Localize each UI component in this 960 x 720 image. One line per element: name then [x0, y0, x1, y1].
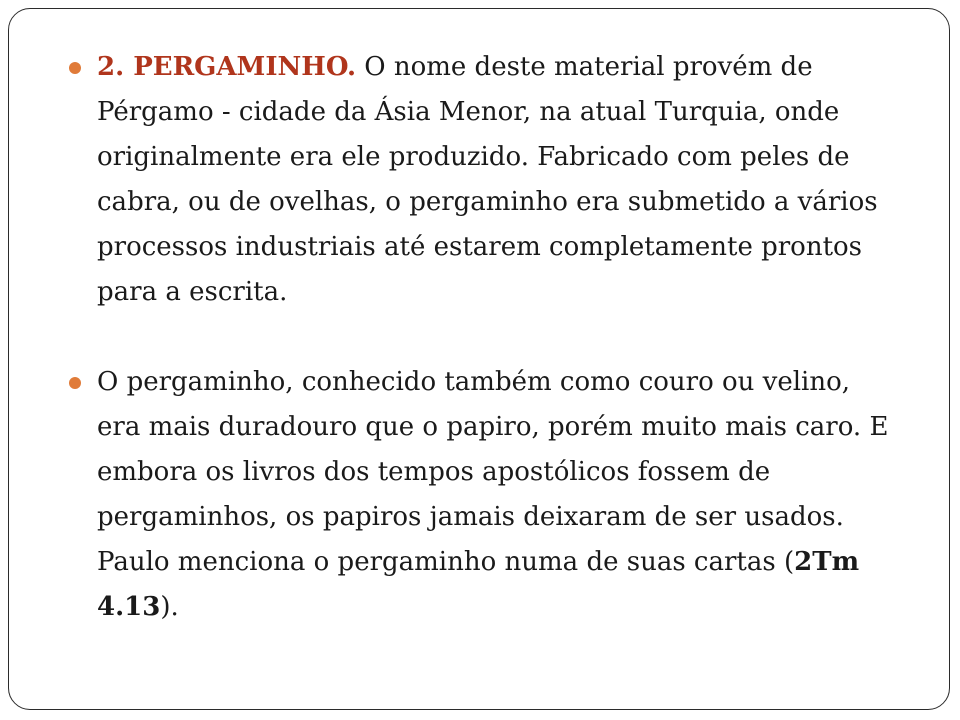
slide-content — [69, 45, 899, 630]
bullet-text: O nome deste material provém de Pérgamo - cidade da Ásia Menor, na atual Turquia, onde originalmente era ele produzido. Fabricado com peles de cabra, ou de ovelhas, o pergaminho era submetido a vários processos industriais até estarem completamente prontos para a escrita. — [97, 52, 878, 307]
slide-frame — [8, 8, 950, 710]
bullet-pergaminho-usage — [69, 360, 899, 630]
bullet-pergaminho-definition — [69, 45, 899, 315]
bullet-dot-icon — [69, 62, 81, 74]
bible-reference: 2Tm 4.13 — [97, 547, 860, 622]
bullet-text-end: ). — [160, 592, 179, 622]
bullet-text: O pergaminho, conhecido também como couro ou velino, era mais duradouro que o papiro, porém muito mais caro. E embora os livros dos tempos apostólicos fossem de pergaminhos, os papiros jamais deixaram de ser usados. Paulo menciona o pergaminho numa de suas cartas ( — [97, 367, 889, 577]
bullet-dot-icon — [69, 377, 81, 389]
section-heading: 2. PERGAMINHO. — [97, 52, 356, 82]
